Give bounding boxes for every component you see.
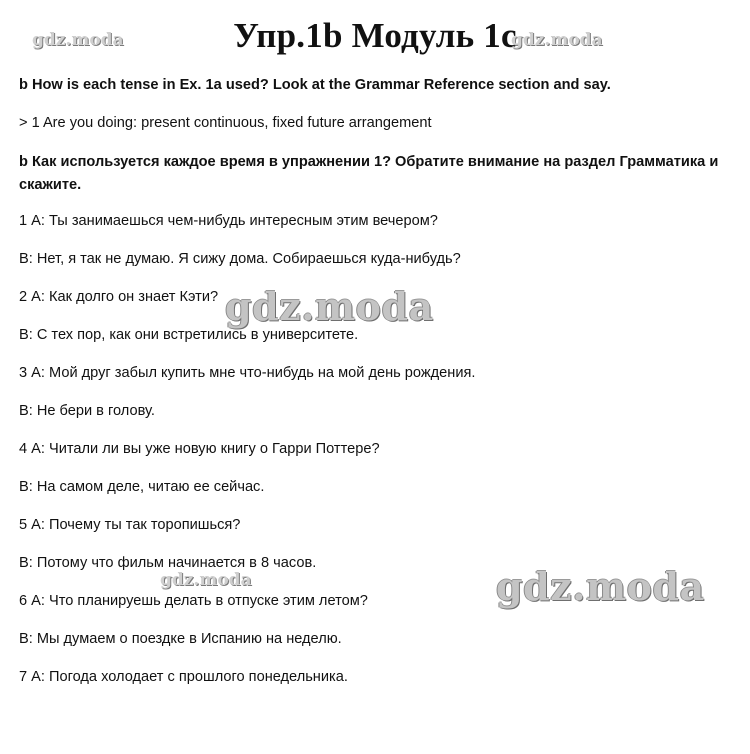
task-instruction-ru: b Как используется каждое время в упражнении 1? Обратите внимание на раздел Грамматика и скажите.: [19, 154, 719, 193]
watermark: gdz.moda: [511, 30, 603, 50]
watermark: gdz.moda: [32, 30, 124, 50]
watermark: gdz.moda: [160, 570, 252, 590]
dialogue-line: В: Не бери в голову.: [19, 403, 155, 419]
dialogue-line: В: С тех пор, как они встретились в университете.: [19, 327, 359, 343]
dialogue-line: 6 А: Что планируешь делать в отпуске этим летом?: [19, 593, 368, 609]
task-instruction-en: b How is each tense in Ex. 1a used? Look at the Grammar Reference section and say.: [19, 77, 611, 93]
dialogue-line: В: Нет, я так не думаю. Я сижу дома. Собираешься куда-нибудь?: [19, 251, 461, 267]
dialogue-line: 7 А: Погода холодает с прошлого понедельника.: [19, 669, 348, 685]
dialogue-line: 3 А: Мой друг забыл купить мне что-нибудь на мой день рождения.: [19, 365, 476, 381]
dialogue-line: В: На самом деле, читаю ее сейчас.: [19, 479, 265, 495]
dialogue-line: В: Мы думаем о поездке в Испанию на неделю.: [19, 631, 342, 647]
dialogue-line: 2 А: Как долго он знает Кэти?: [19, 289, 219, 305]
page-title: Упр.1b Модуль 1c: [233, 16, 517, 55]
watermark: gdz.moda: [225, 284, 434, 329]
dialogue-line: В: Потому что фильм начинается в 8 часов.: [19, 555, 317, 571]
dialogue-line: 5 А: Почему ты так торопишься?: [19, 517, 241, 533]
dialogue-line: 4 А: Читали ли вы уже новую книгу о Гарри Поттере?: [19, 441, 380, 457]
answer-line: > 1 Are you doing: present continuous, fixed future arrangement: [19, 115, 432, 131]
watermark: gdz.moda: [496, 564, 705, 609]
dialogue-line: 1 А: Ты занимаешься чем-нибудь интересным этим вечером?: [19, 213, 438, 229]
